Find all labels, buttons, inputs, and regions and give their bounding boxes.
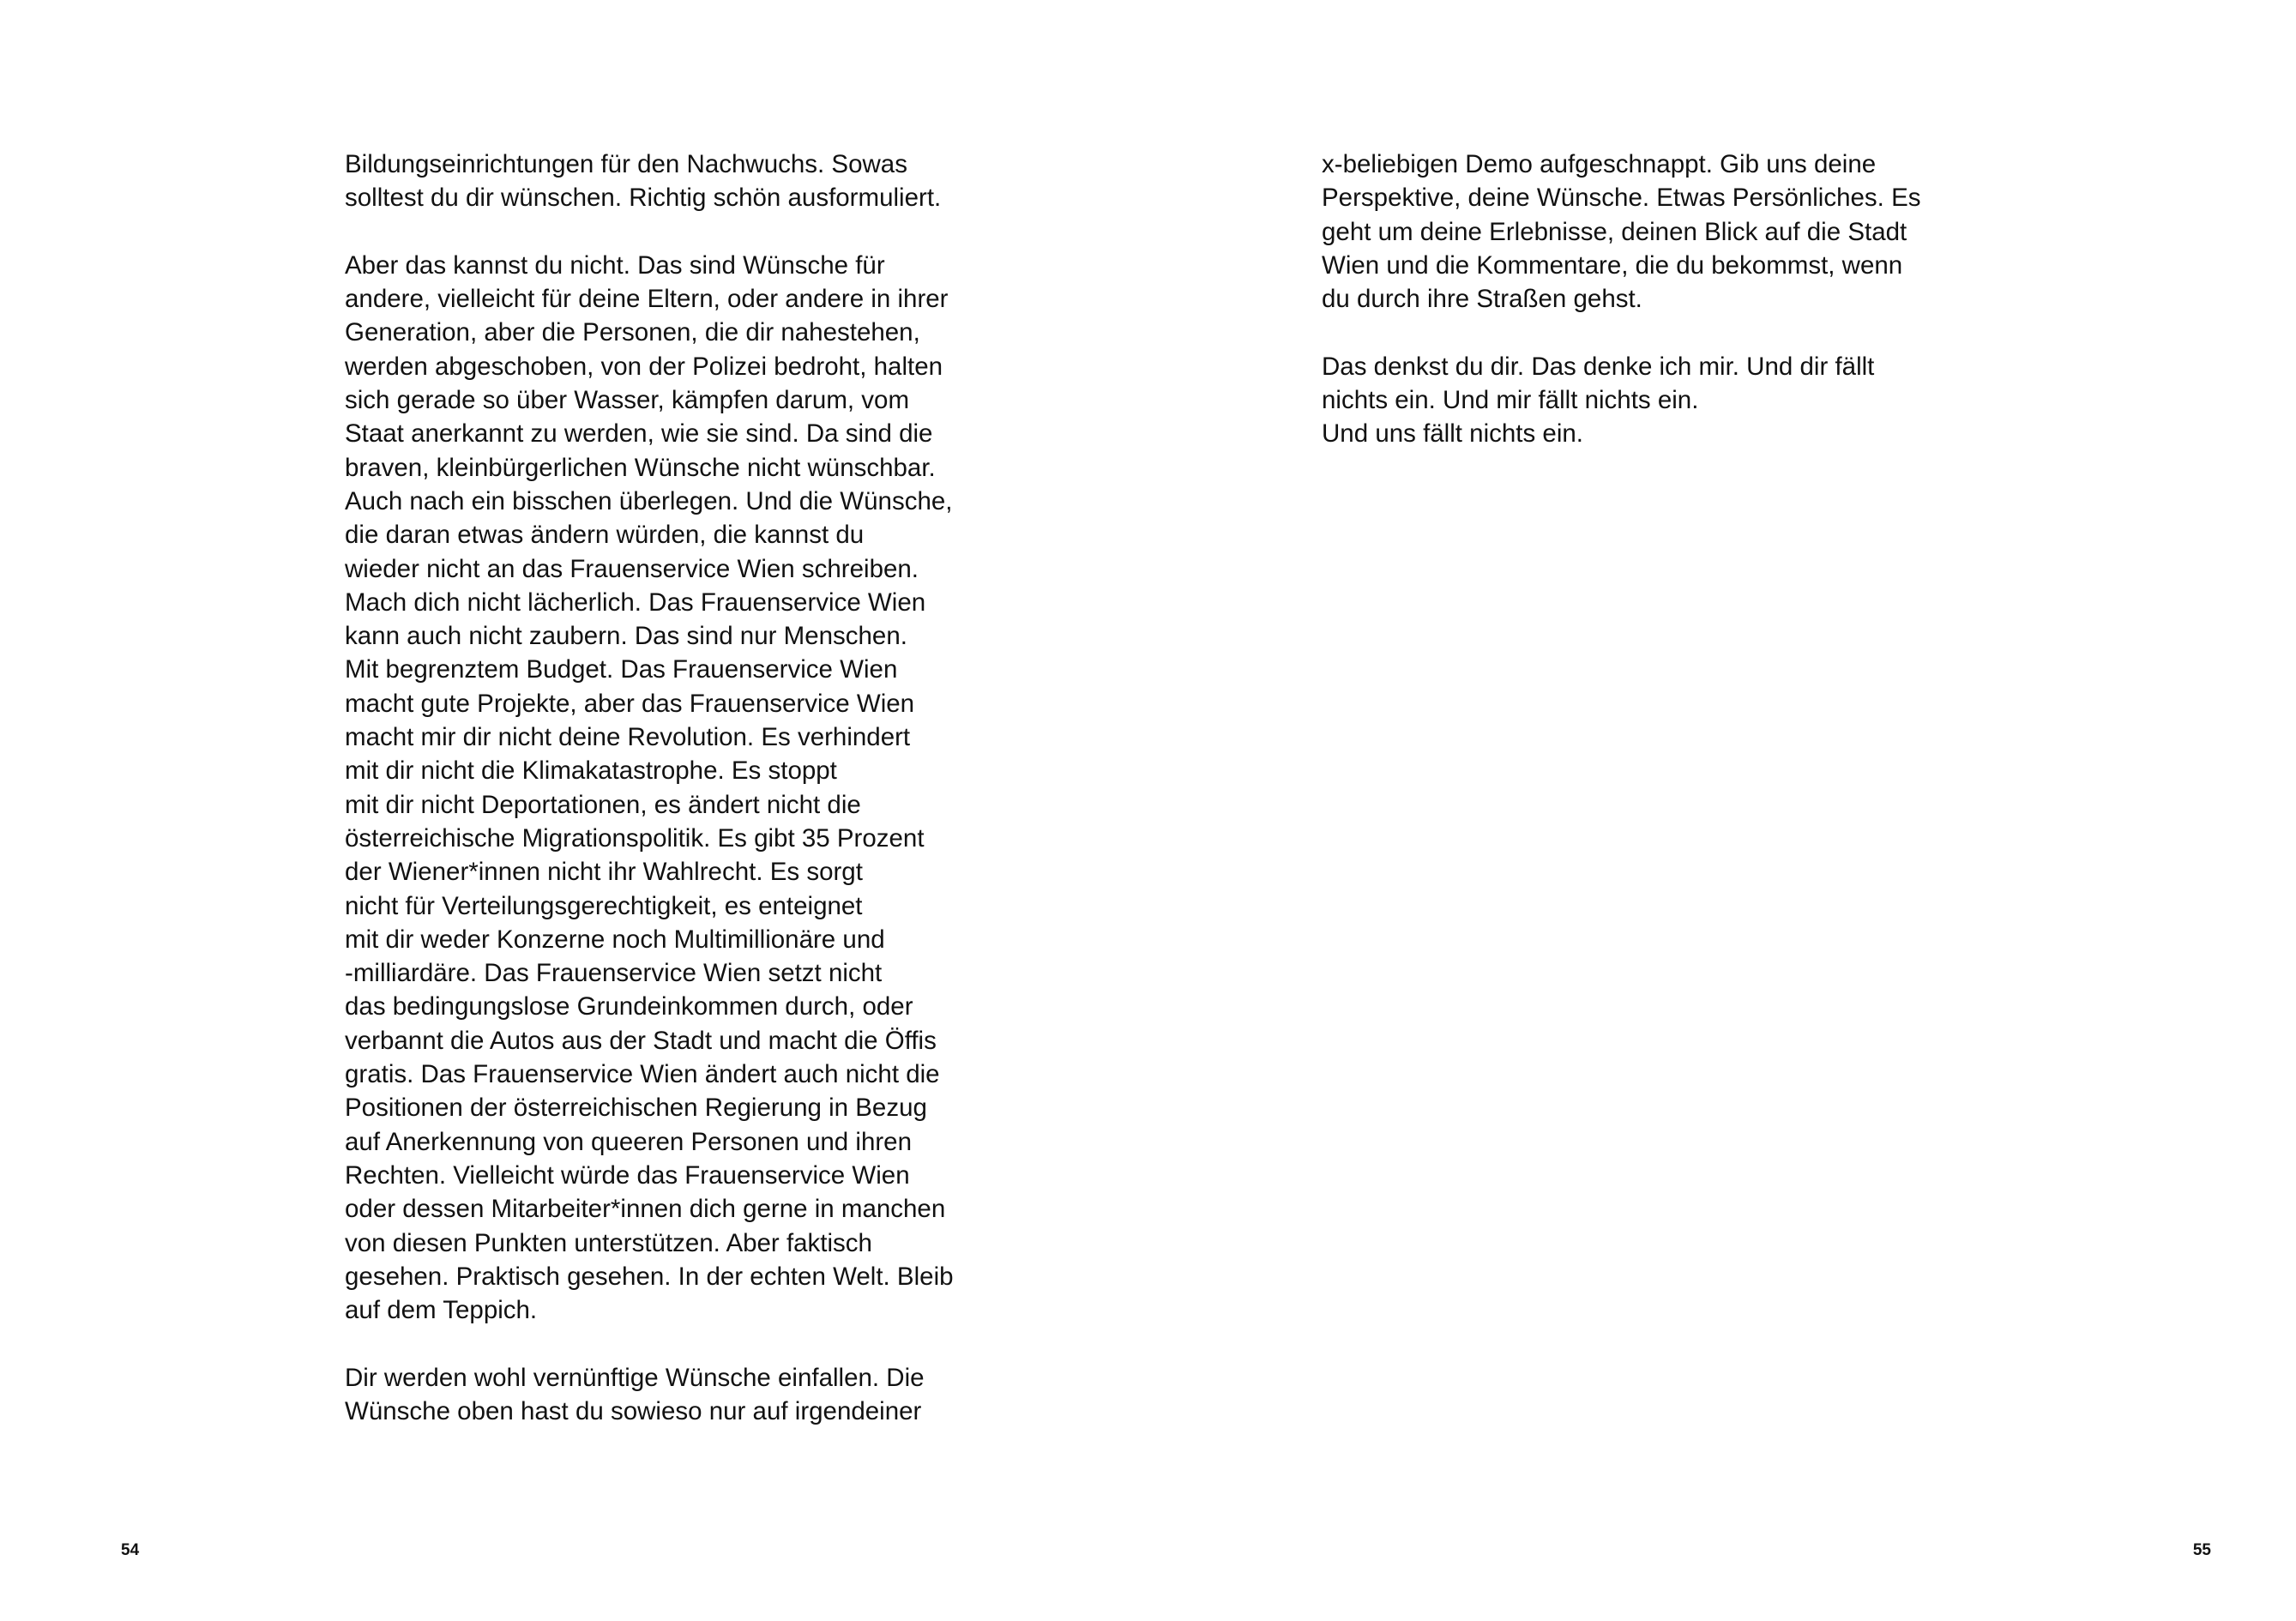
text-line: das bedingungslose Grundeinkommen durch, oder	[345, 992, 913, 1021]
text-line: Perspektive, deine Wünsche. Etwas Persönliches. Es	[1322, 184, 1921, 213]
text-line: geht um deine Erlebnisse, deinen Blick auf die Stadt	[1322, 217, 1907, 246]
paragraph	[345, 148, 1014, 215]
page-number-right: 55	[2192, 1541, 2211, 1559]
text-line: mit dir nicht Deportationen, es ändert nicht die	[345, 790, 861, 819]
text-line: gesehen. Praktisch gesehen. In der echten Welt. Bleib	[345, 1262, 954, 1291]
text-line: Positionen der österreichischen Regierung in Bezug	[345, 1094, 927, 1123]
text-line: macht mir dir nicht deine Revolution. Es verhindert	[345, 723, 911, 752]
text-line: Mach dich nicht lächerlich. Das Frauenservice Wien	[345, 588, 926, 617]
text-line: du durch ihre Straßen gehst.	[1322, 285, 1642, 314]
text-line: sich gerade so über Wasser, kämpfen darum, vom	[345, 386, 910, 415]
text-line: solltest du dir wünschen. Richtig schön ausformuliert.	[345, 184, 942, 213]
text-line: der Wiener*innen nicht ihr Wahlrecht. Es sorgt	[345, 858, 863, 887]
text-line: nichts ein. Und mir fällt nichts ein.	[1322, 386, 1699, 415]
paragraph	[1322, 148, 1991, 316]
text-line: Wien und die Kommentare, die du bekommst, wenn	[1322, 250, 1903, 280]
text-line: verbannt die Autos aus der Stadt und macht die Öffis	[345, 1026, 937, 1055]
left-page-text	[345, 148, 1014, 1428]
text-line: wieder nicht an das Frauenservice Wien schreiben.	[345, 554, 919, 583]
text-line: braven, kleinbürgerlichen Wünsche nicht wünschbar.	[345, 453, 936, 482]
text-line: andere, vielleicht für deine Eltern, oder andere in ihrer	[345, 285, 949, 314]
text-line: Aber das kannst du nicht. Das sind Wünsche für	[345, 250, 885, 280]
right-page-text	[1322, 148, 1991, 451]
text-line: Auch nach ein bisschen überlegen. Und die Wünsche,	[345, 486, 953, 515]
text-line: nicht für Verteilungsgerechtigkeit, es enteignet	[345, 891, 863, 920]
text-line: die daran etwas ändern würden, die kannst du	[345, 521, 865, 550]
text-line: österreichische Migrationspolitik. Es gibt 35 Prozent	[345, 823, 925, 853]
text-line: Bildungseinrichtungen für den Nachwuchs. Sowas	[345, 150, 907, 178]
text-line: Generation, aber die Personen, die dir nahestehen,	[345, 318, 920, 347]
text-line: auf Anerkennung von queeren Personen und ihren	[345, 1127, 912, 1156]
text-line: kann auch nicht zaubern. Das sind nur Menschen.	[345, 622, 907, 651]
text-line: oder dessen Mitarbeiter*innen dich gerne in manchen	[345, 1195, 946, 1224]
text-line: Und uns fällt nichts ein.	[1322, 419, 1583, 449]
text-line: Dir werden wohl vernünftige Wünsche einfallen. Die	[345, 1363, 925, 1392]
text-line: Staat anerkannt zu werden, wie sie sind. Da sind die	[345, 419, 933, 449]
text-line: mit dir weder Konzerne noch Multimillionäre und	[345, 925, 885, 954]
paragraph	[345, 249, 1014, 1328]
text-line: Rechten. Vielleicht würde das Frauenservice Wien	[345, 1160, 910, 1190]
text-line: Das denkst du dir. Das denke ich mir. Und dir fällt	[1322, 352, 1875, 381]
text-line: gratis. Das Frauenservice Wien ändert auch nicht die	[345, 1060, 940, 1089]
text-line: von diesen Punkten unterstützen. Aber faktisch	[345, 1228, 872, 1257]
text-line: -milliardäre. Das Frauenservice Wien setzt nicht	[345, 959, 883, 988]
text-line: Wünsche oben hast du sowieso nur auf irgendeiner	[345, 1396, 922, 1425]
page-number-left: 54	[121, 1541, 140, 1559]
paragraph	[345, 1361, 1014, 1429]
text-line: werden abgeschoben, von der Polizei bedroht, halten	[345, 352, 943, 381]
right-page	[1148, 0, 2295, 1621]
paragraph	[1322, 350, 1991, 451]
text-line: auf dem Teppich.	[345, 1296, 538, 1325]
text-line: x-beliebigen Demo aufgeschnappt. Gib uns deine	[1322, 150, 1877, 178]
text-line: Mit begrenztem Budget. Das Frauenservice Wien	[345, 655, 898, 684]
text-line: macht gute Projekte, aber das Frauenservice Wien	[345, 689, 915, 718]
text-line: mit dir nicht die Klimakatastrophe. Es stoppt	[345, 756, 837, 786]
